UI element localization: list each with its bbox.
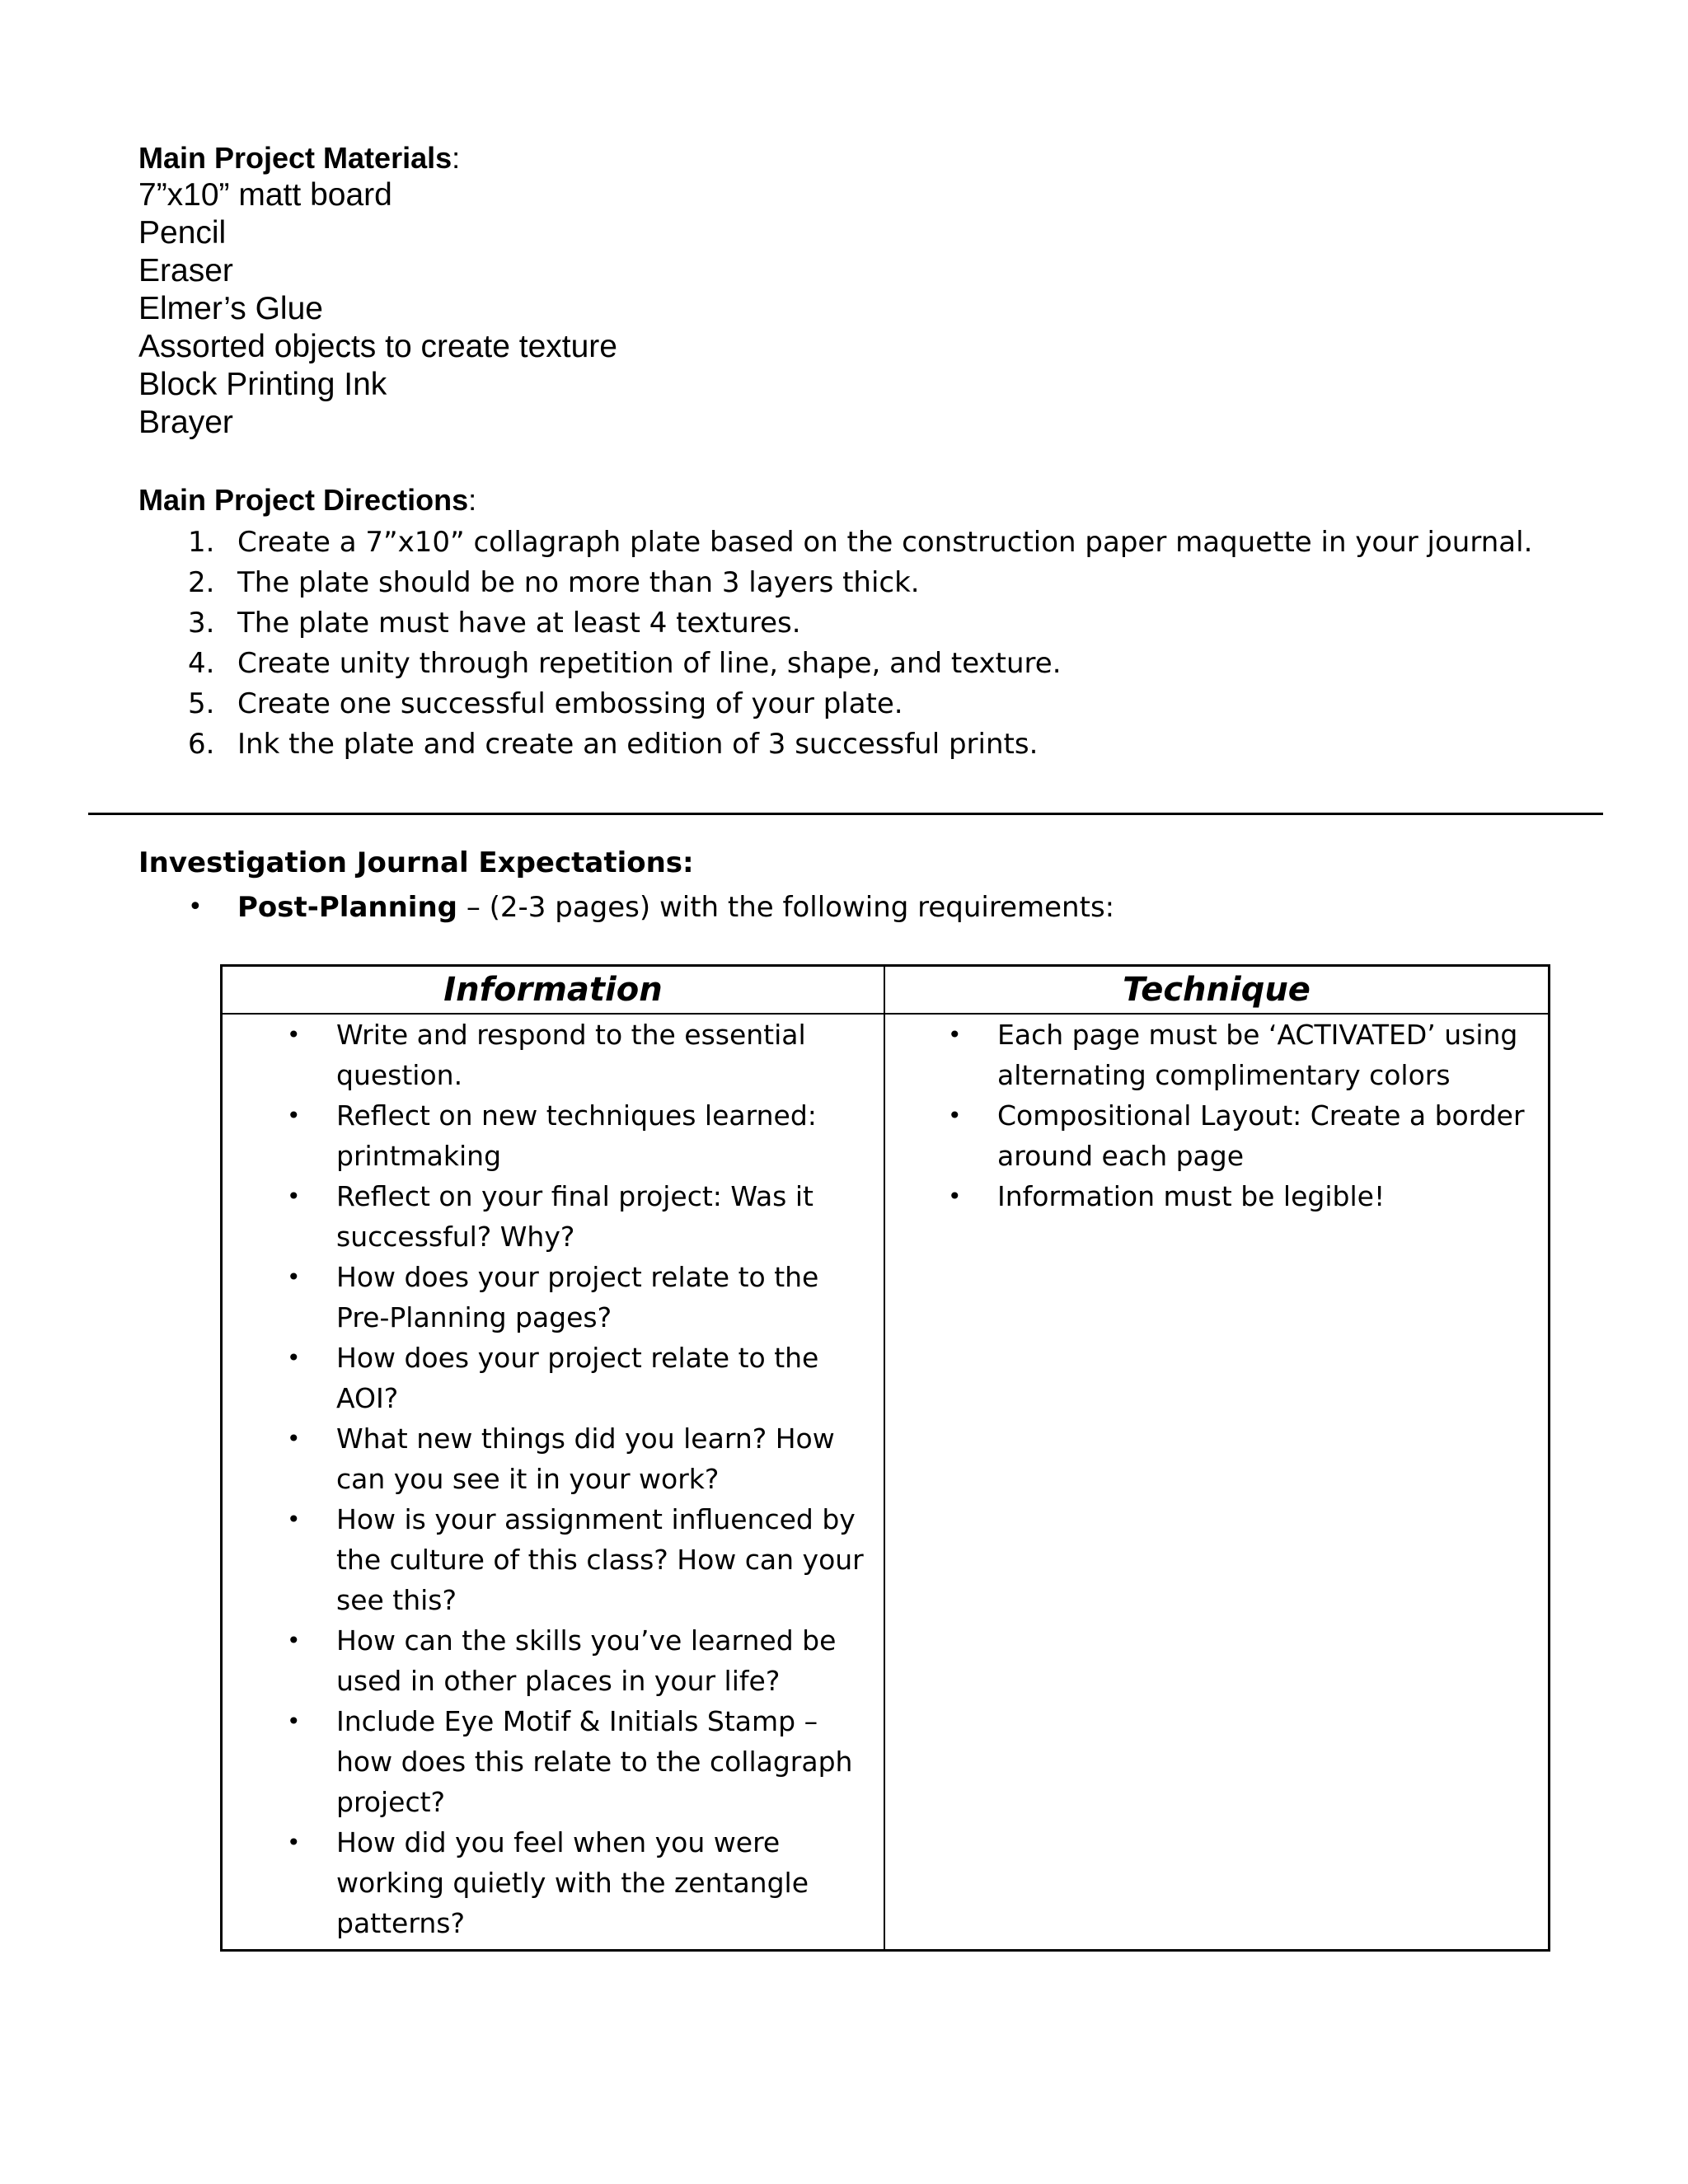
materials-heading-colon: : [452,141,461,175]
bullet-icon: • [948,1183,962,1210]
information-item [287,1176,864,1257]
information-item [287,1257,864,1338]
direction-number: 6. [188,728,215,761]
technique-list [948,1015,1541,1216]
materials-list [138,176,617,442]
direction-text: Create one successful embossing of your plate. [237,687,903,720]
information-item [287,1095,864,1176]
information-item-text: Reflect on new techniques learned: printmaking [336,1099,817,1172]
information-item-text: Include Eye Motif & Initials Stamp – how does this relate to the collagraph project? [336,1705,853,1818]
materials-heading [138,140,460,176]
section-divider [88,813,1603,815]
material-item: Brayer [138,405,233,440]
information-item [287,1620,864,1701]
direction-text: Ink the plate and create an edition of 3 successful prints. [237,728,1039,761]
bullet-icon: • [948,1021,962,1048]
journal-heading: Investigation Journal Expectations: [138,846,694,879]
bullet-icon: • [287,1425,301,1452]
direction-item [138,603,1532,644]
bullet-icon: • [287,1263,301,1291]
post-planning-description: – (2-3 pages) with the following requirements: [457,891,1115,924]
bullet-icon: • [287,1627,301,1654]
direction-number: 1. [188,526,215,559]
information-item [287,1338,864,1418]
direction-item [138,724,1532,765]
information-item-text: How did you feel when you were working quietly with the zentangle patterns? [336,1826,809,1939]
technique-item-text: Compositional Layout: Create a border around each page [997,1099,1525,1172]
information-item-text: How does your project relate to the AOI? [336,1342,819,1414]
requirements-table [220,964,1550,1952]
material-item: Eraser [138,253,233,288]
table-column-divider [884,967,885,1949]
information-item-text: How does your project relate to the Pre-Planning pages? [336,1261,819,1333]
information-item [287,1015,864,1095]
technique-column-header: Technique [1123,971,1311,1009]
material-item: Elmer’s Glue [138,291,323,326]
information-item [287,1418,864,1499]
bullet-icon: • [287,1021,301,1048]
direction-text: Create unity through repetition of line, shape, and texture. [237,647,1062,680]
material-item: Assorted objects to create texture [138,329,617,364]
bullet-icon: • [287,1344,301,1371]
direction-text: The plate must have at least 4 textures. [237,607,801,640]
direction-number: 3. [188,607,215,640]
information-item-text: What new things did you learn? How can you see it in your work? [336,1422,835,1495]
bullet-icon: • [948,1102,962,1129]
bullet-icon: • [287,1506,301,1533]
information-item-text: How can the skills you’ve learned be used in other places in your life? [336,1624,837,1697]
post-planning-label: Post-Planning [237,891,458,924]
information-item-text: Write and respond to the essential question. [336,1019,806,1091]
material-item: Block Printing Ink [138,367,387,402]
bullet-icon: • [287,1102,301,1129]
direction-text: The plate should be no more than 3 layers thick. [237,566,920,599]
technique-item-text: Information must be legible! [997,1180,1386,1212]
directions-heading-colon: : [468,483,477,517]
technique-item [948,1095,1541,1176]
direction-item [138,563,1532,603]
post-planning-text [237,888,1114,927]
technique-item-text: Each page must be ‘ACTIVATED’ using alternating complimentary colors [997,1019,1518,1091]
direction-number: 4. [188,647,215,680]
technique-item [948,1176,1541,1216]
information-column-header: Information [443,971,663,1009]
information-item [287,1499,864,1620]
direction-item [138,684,1532,724]
direction-number: 2. [188,566,215,599]
directions-heading-text: Main Project Directions [138,483,469,517]
material-item: 7”x10” matt board [138,177,392,213]
material-item: Pencil [138,215,227,251]
directions-list [138,523,1532,765]
direction-item [138,523,1532,563]
direction-number: 5. [188,687,215,720]
information-item [287,1701,864,1822]
information-item-text: Reflect on your final project: Was it successful? Why? [336,1180,814,1253]
direction-item [138,644,1532,684]
direction-text: Create a 7”x10” collagraph plate based on the construction paper maquette in your journal. [237,526,1533,559]
materials-heading-text: Main Project Materials [138,141,452,175]
technique-item [948,1015,1541,1095]
information-item [287,1822,864,1943]
bullet-icon: • [188,893,203,921]
directions-heading [138,482,476,518]
bullet-icon: • [287,1183,301,1210]
information-item-text: How is your assignment influenced by the culture of this class? How can your see this? [336,1503,864,1616]
information-list [287,1015,864,1943]
bullet-icon: • [287,1708,301,1735]
bullet-icon: • [287,1829,301,1856]
